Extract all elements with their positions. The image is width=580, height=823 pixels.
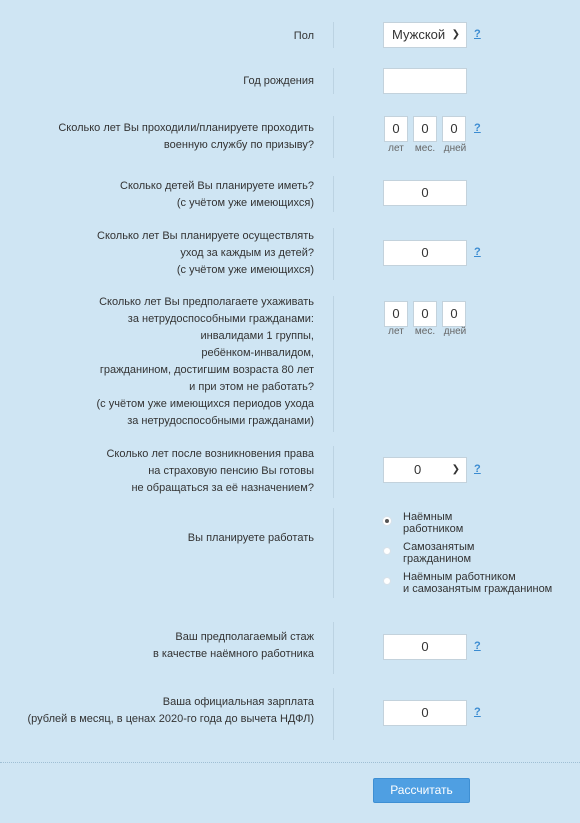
deferral-help-link[interactable]: ? — [474, 463, 481, 475]
disabled-care-months-unit: мес. — [414, 326, 436, 337]
child-care-help-link[interactable]: ? — [474, 246, 481, 258]
radio-icon[interactable] — [383, 577, 391, 585]
deferral-value: 0 — [414, 462, 422, 477]
children-input[interactable]: 0 — [383, 180, 467, 206]
separator — [333, 622, 334, 674]
work-option-label: Наёмным работником и самозанятым гражданином — [403, 571, 553, 595]
experience-input[interactable]: 0 — [383, 634, 467, 660]
deferral-label: Сколько лет после возникновения права на страховую пенсию Вы готовы не обращаться за её назначением? — [106, 448, 314, 494]
disabled-care-days-unit: дней — [443, 326, 467, 337]
radio-icon[interactable] — [383, 547, 391, 555]
gender-help-link[interactable]: ? — [474, 28, 481, 40]
separator — [333, 296, 334, 432]
calculate-button[interactable]: Рассчитать — [373, 778, 470, 803]
disabled-care-years-unit: лет — [388, 326, 404, 337]
work-option-label: Наёмным работником — [403, 511, 464, 535]
divider — [0, 762, 580, 763]
separator — [333, 228, 334, 280]
disabled-care-label: Сколько лет Вы предполагаете ухаживать за нетрудоспособными гражданами: инвалидами 1 группы, ребёнком-инвалидом, гражданином, достигшим возраста 80 лет и при этом не работать? (с учётом уже имеющихся периодов ухода за нетрудоспособными гражданами) — [96, 296, 314, 427]
military-months-unit: мес. — [414, 143, 436, 154]
experience-label: Ваш предполагаемый стаж в качестве наёмного работника — [153, 631, 314, 660]
work-label: Вы планируете работать — [187, 532, 314, 544]
disabled-care-years-input[interactable]: 0 — [384, 301, 408, 327]
salary-label: Ваша официальная зарплата (рублей в месяц, в ценах 2020-го года до вычета НДФЛ) — [27, 696, 314, 725]
separator — [333, 22, 334, 48]
military-label: Сколько лет Вы проходили/планируете проходить военную службу по призыву? — [58, 122, 314, 151]
military-years-unit: лет — [388, 143, 404, 154]
gender-value: Мужской — [392, 27, 446, 42]
salary-input[interactable]: 0 — [383, 700, 467, 726]
chevron-down-icon: ❯ — [451, 464, 460, 475]
gender-label: Пол — [293, 30, 314, 42]
separator — [333, 508, 334, 598]
disabled-care-days-input[interactable]: 0 — [442, 301, 466, 327]
military-days-input[interactable]: 0 — [442, 116, 466, 142]
separator — [333, 446, 334, 498]
military-years-input[interactable]: 0 — [384, 116, 408, 142]
separator — [333, 116, 334, 158]
separator — [333, 68, 334, 94]
birth-year-label: Год рождения — [243, 75, 314, 87]
work-option-label: Самозанятым гражданином — [403, 541, 475, 565]
separator — [333, 176, 334, 212]
military-months-input[interactable]: 0 — [413, 116, 437, 142]
separator — [333, 688, 334, 740]
disabled-care-months-input[interactable]: 0 — [413, 301, 437, 327]
radio-icon[interactable] — [383, 517, 391, 525]
gender-select[interactable] — [383, 22, 467, 48]
child-care-input[interactable]: 0 — [383, 240, 467, 266]
salary-help-link[interactable]: ? — [474, 706, 481, 718]
children-label: Сколько детей Вы планируете иметь? (с учётом уже имеющихся) — [120, 180, 314, 209]
military-help-link[interactable]: ? — [474, 122, 481, 134]
child-care-label: Сколько лет Вы планируете осуществлять уход за каждым из детей? (с учётом уже имеющихся) — [97, 230, 314, 276]
military-days-unit: дней — [443, 143, 467, 154]
birth-year-input[interactable] — [383, 68, 467, 94]
deferral-select[interactable] — [383, 457, 467, 483]
experience-help-link[interactable]: ? — [474, 640, 481, 652]
chevron-down-icon: ❯ — [451, 29, 460, 40]
